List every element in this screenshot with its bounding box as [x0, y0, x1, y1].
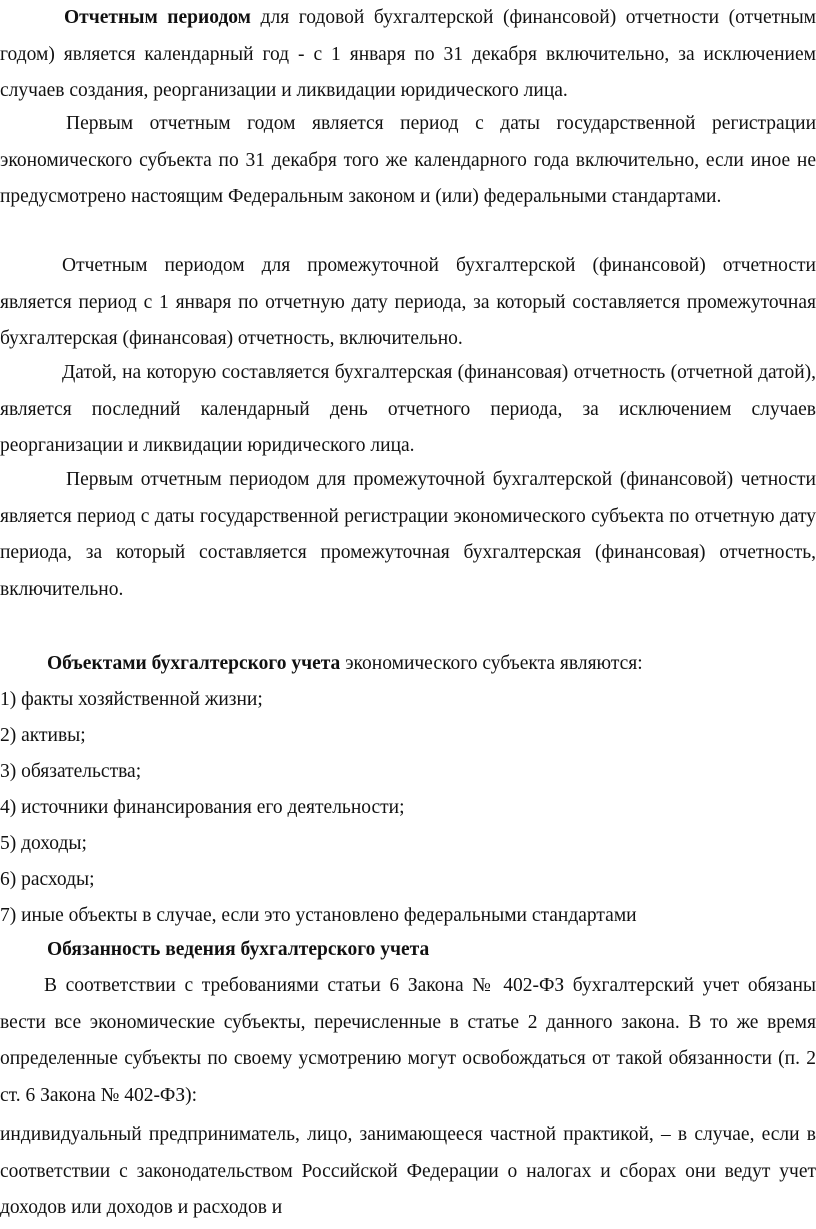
list-item: 5) доходы;	[0, 833, 87, 854]
list-item: 4) источники финансирования его деятельности;	[0, 797, 405, 818]
objects-intro-text: экономического субъекта являются:	[340, 653, 643, 674]
list-item: 7) иные объекты в случае, если это установлено федеральными стандартами	[0, 905, 637, 926]
paragraph-reporting-date: Датой, на которую составляется бухгалтерская (финансовая) отчетность (отчетной датой), является последний календарный день отчетного периода, за исключением случаев реорганизации и ликвидации юридического лица.	[0, 362, 816, 457]
paragraph-first-interim-period: Первым отчетным периодом для промежуточной бухгалтерской (финансовой) четности является период с даты государственной регистрации экономического субъекта по отчетную дату периода, за который составляется промежуточная бухгалтерская (финансовая) отчетность, включительно.	[0, 469, 816, 600]
section-heading-accounting-duty: Обязанность ведения бухгалтерского учета	[47, 939, 430, 960]
paragraph-entrepreneur-exemption: индивидуальный предприниматель, лицо, занимающееся частной практикой, – в случае, если в соответствии с законодательством Российской Федерации о налогах и сборах они ведут учет доходов или доходов и расходов и	[0, 1124, 816, 1219]
paragraph-accounting-duty: В соответствии с требованиями статьи 6 Закона № 402-ФЗ бухгалтерский учет обязаны вести все экономические субъекты, перечисленные в статье 2 данного закона. В то же время определенные субъекты по своему усмотрению могут освобождаться от такой обязанности (п. 2 ст. 6 Закона № 402-ФЗ):	[0, 975, 816, 1106]
term-accounting-objects: Объектами бухгалтерского учета	[47, 653, 341, 674]
list-item: 3) обязательства;	[0, 761, 142, 782]
list-item: 1) факты хозяйственной жизни;	[0, 689, 263, 710]
term-reporting-period: Отчетным периодом	[64, 7, 251, 28]
objects-intro	[47, 646, 807, 682]
paragraph-first-reporting-year: Первым отчетным годом является период с даты государственной регистрации экономического субъекта по 31 декабря того же календарного года включительно, если иное не предусмотрено настоящим Федеральным законом и (или) федеральными стандартами.	[0, 113, 816, 208]
paragraph-interim-reporting-period: Отчетным периодом для промежуточной бухгалтерской (финансовой) отчетности является период с 1 января по отчетную дату периода, за который составляется промежуточная бухгалтерская (финансовая) отчетность, включительно.	[0, 255, 816, 350]
paragraph-text: для годовой бухгалтерской (финансовой) отчетности (отчетным годом) является календарный год - с 1 января по 31 декабря включительно, за исключением случаев создания, реорганизации и ликвидации юридического лица.	[0, 7, 816, 102]
list-item: 6) расходы;	[0, 869, 95, 890]
list-item: 2) активы;	[0, 725, 86, 746]
paragraph-reporting-period	[0, 0, 816, 110]
